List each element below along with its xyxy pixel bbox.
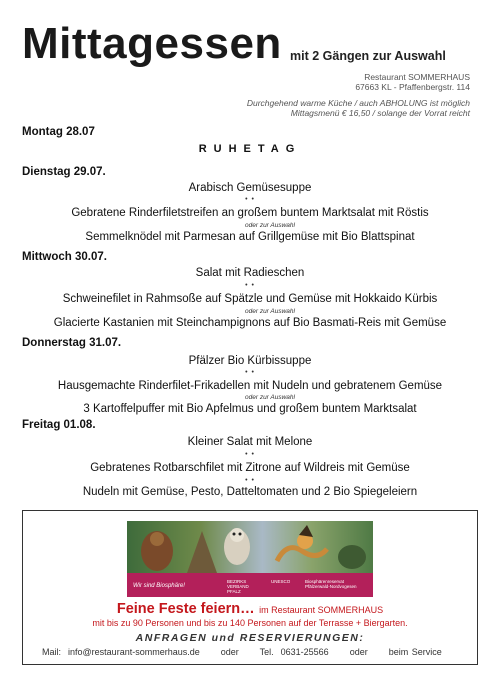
dish-main-2: 3 Kartoffelpuffer mit Bio Apfelmus und großem buntem Marktsalat bbox=[83, 403, 417, 415]
biosphere-banner bbox=[127, 521, 373, 597]
dish-main-2: Nudeln mit Gemüse, Pesto, Datteltomaten und 2 Bio Spiegeleiern bbox=[82, 486, 418, 498]
tel-label: Tel. bbox=[259, 647, 274, 657]
page-title: Mittagessen bbox=[22, 19, 282, 68]
dish-main-1: Schweinefilet in Rahmsoße auf Spätzle und Gemüse mit Hokkaido Kürbis bbox=[62, 293, 438, 305]
dish-main-1: Gebratenes Rotbarschfilet mit Zitrone auf Wildreis mit Gemüse bbox=[90, 462, 410, 474]
logo-unesco: UNESCO bbox=[271, 579, 291, 584]
separator-dots: • • bbox=[245, 196, 255, 203]
separator-dots: • • bbox=[245, 451, 255, 458]
dish-main-2: Semmelknödel mit Parmesan auf Grillgemüse mit Bio Blattspinat bbox=[85, 231, 415, 243]
ruhetag-label: RUHETAG bbox=[198, 143, 302, 155]
day-label-freitag: Freitag 01.08. bbox=[22, 419, 96, 431]
or-choice-label: oder zur Auswahl bbox=[245, 222, 295, 229]
promo-headline-row bbox=[0, 600, 500, 618]
kitchen-note: Durchgehend warme Küche / auch ABHOLUNG ist möglich bbox=[246, 98, 470, 108]
promo-headline: Feine Feste feiern… bbox=[116, 601, 255, 617]
price-note: Mittagsmenü € 16,50 / solange der Vorrat reicht bbox=[290, 108, 470, 118]
or-choice-label: oder zur Auswahl bbox=[245, 394, 295, 401]
logo-bezirksverband: BEZIRKS VERBAND PFALZ bbox=[227, 579, 249, 594]
or-label: oder bbox=[220, 647, 239, 657]
dish-soup: Pfälzer Bio Kürbissuppe bbox=[188, 355, 312, 367]
banner-tagline: Wir sind Biosphäre! bbox=[133, 583, 185, 589]
dish-soup: Kleiner Salat mit Melone bbox=[187, 436, 313, 448]
separator-dots: • • bbox=[245, 282, 255, 289]
dish-main-1: Gebratene Rinderfiletstreifen an großem buntem Marktsalat mit Röstis bbox=[71, 207, 429, 219]
dish-main-1: Hausgemachte Rinderfilet-Frikadellen mit Nudeln und gebratenem Gemüse bbox=[57, 380, 443, 392]
separator-dots: • • bbox=[245, 369, 255, 376]
dish-soup: Salat mit Radieschen bbox=[195, 267, 305, 279]
banner-illustration-icon bbox=[127, 521, 373, 573]
restaurant-name: Restaurant SOMMERHAUS bbox=[364, 72, 470, 82]
promo-headline-suffix: im Restaurant SOMMERHAUS bbox=[259, 605, 384, 615]
separator-dots: • • bbox=[245, 477, 255, 484]
day-label-donnerstag: Donnerstag 31.07. bbox=[22, 337, 122, 349]
contact-line bbox=[42, 647, 442, 657]
promo-inquiries: ANFRAGEN und RESERVIERUNGEN: bbox=[135, 632, 365, 644]
logo-biosphaerenreservat: Biosphärenreservat Pfälzerwald-Nordvogesen bbox=[305, 579, 357, 589]
or-choice-label: oder zur Auswahl bbox=[245, 308, 295, 315]
promo-capacity: mit bis zu 90 Personen und bis zu 140 Personen auf der Terrasse + Biergarten. bbox=[92, 618, 408, 628]
service-label: beim Service bbox=[388, 647, 442, 657]
day-label-montag: Montag 28.07 bbox=[22, 126, 95, 138]
day-label-mittwoch: Mittwoch 30.07. bbox=[22, 251, 107, 263]
or-label: oder bbox=[349, 647, 368, 657]
day-label-dienstag: Dienstag 29.07. bbox=[22, 166, 106, 178]
dish-main-2: Glacierte Kastanien mit Steinchampignons auf Bio Basmati-Reis mit Gemüse bbox=[53, 317, 447, 329]
dish-soup: Arabisch Gemüsesuppe bbox=[188, 182, 312, 194]
mail-label: Mail: bbox=[42, 647, 62, 657]
phone-link[interactable]: 0631-25566 bbox=[280, 647, 329, 657]
restaurant-address: 67663 KL - Pfaffenbergstr. 114 bbox=[355, 82, 470, 92]
page-subtitle: mit 2 Gängen zur Auswahl bbox=[290, 49, 446, 63]
email-link[interactable]: info@restaurant-sommerhaus.de bbox=[68, 647, 200, 657]
